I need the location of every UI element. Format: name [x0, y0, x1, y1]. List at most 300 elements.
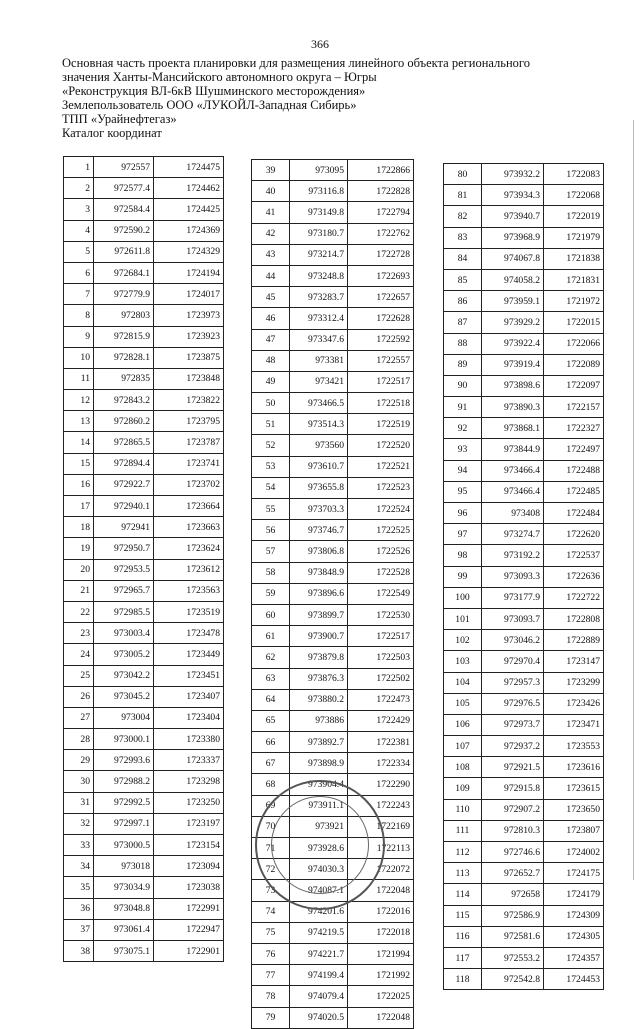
point-number: 15	[64, 453, 94, 474]
coordinate-x: 973003.4	[94, 623, 154, 644]
table-row	[252, 943, 414, 964]
coordinate-x: 974079.4	[290, 986, 348, 1007]
point-number: 84	[444, 248, 482, 269]
point-number: 116	[444, 926, 482, 947]
table-row	[444, 333, 604, 354]
table-row	[444, 269, 604, 290]
table-row	[252, 689, 414, 710]
coordinate-y: 1723197	[154, 813, 224, 834]
coordinate-y: 1722019	[544, 206, 604, 227]
coordinate-y: 1722889	[544, 630, 604, 651]
coordinate-y: 1722243	[348, 795, 414, 816]
coordinate-y: 1723299	[544, 672, 604, 693]
table-row	[64, 601, 224, 622]
coordinate-y: 1724002	[544, 842, 604, 863]
coordinate-y: 1722530	[348, 604, 414, 625]
coordinate-y: 1722636	[544, 566, 604, 587]
coordinate-x: 973192.2	[482, 545, 544, 566]
coordinate-y: 1722794	[348, 202, 414, 223]
coordinate-x: 973095	[290, 160, 348, 181]
coordinate-y: 1723404	[154, 707, 224, 728]
coordinate-x: 973149.8	[290, 202, 348, 223]
coordinate-x: 972779.9	[94, 284, 154, 305]
coordinate-x: 972993.6	[94, 750, 154, 771]
coordinate-y: 1722519	[348, 414, 414, 435]
table-row	[64, 665, 224, 686]
coordinate-y: 1722557	[348, 350, 414, 371]
coordinate-x: 972950.7	[94, 538, 154, 559]
coordinate-x: 972953.5	[94, 559, 154, 580]
coordinate-y: 1723298	[154, 771, 224, 792]
point-number: 68	[252, 774, 290, 795]
table-row	[252, 922, 414, 943]
table-row	[444, 969, 604, 990]
coordinate-y: 1722429	[348, 710, 414, 731]
coordinate-y: 1722657	[348, 287, 414, 308]
point-number: 27	[64, 707, 94, 728]
coordinate-y: 1724453	[544, 969, 604, 990]
coordinate-y: 1723471	[544, 714, 604, 735]
coordinate-x: 973911.1	[290, 795, 348, 816]
table-row	[64, 729, 224, 750]
coordinate-x: 972658	[482, 884, 544, 905]
coordinate-y: 1723702	[154, 474, 224, 495]
point-number: 97	[444, 524, 482, 545]
coordinate-y: 1722901	[154, 940, 224, 961]
table-row	[64, 284, 224, 305]
coordinate-y: 1723407	[154, 686, 224, 707]
table-row	[64, 898, 224, 919]
coordinate-y: 1724179	[544, 884, 604, 905]
point-number: 90	[444, 375, 482, 396]
page-number: 366	[311, 37, 329, 51]
coordinate-x: 972922.7	[94, 474, 154, 495]
point-number: 117	[444, 947, 482, 968]
coordinate-x: 973177.9	[482, 587, 544, 608]
coordinate-x: 973900.7	[290, 626, 348, 647]
coordinate-y: 1723741	[154, 453, 224, 474]
point-number: 110	[444, 799, 482, 820]
table-row	[252, 350, 414, 371]
coordinate-x: 973932.2	[482, 164, 544, 185]
table-row	[444, 757, 604, 778]
coordinate-y: 1722290	[348, 774, 414, 795]
table-row	[252, 223, 414, 244]
point-number: 92	[444, 418, 482, 439]
coordinate-y: 1722526	[348, 541, 414, 562]
point-number: 46	[252, 308, 290, 329]
table-row	[444, 863, 604, 884]
coordinate-y: 1722048	[348, 1007, 414, 1028]
table-row	[252, 160, 414, 181]
coordinate-y: 1722473	[348, 689, 414, 710]
scan-edge-line	[633, 120, 634, 880]
point-number: 9	[64, 326, 94, 347]
table-row	[64, 644, 224, 665]
point-number: 70	[252, 816, 290, 837]
point-number: 85	[444, 269, 482, 290]
table-row	[64, 199, 224, 220]
table-row	[252, 732, 414, 753]
table-row	[444, 397, 604, 418]
point-number: 13	[64, 411, 94, 432]
coordinate-x: 973075.1	[94, 940, 154, 961]
point-number: 61	[252, 626, 290, 647]
coordinate-x: 972828.1	[94, 347, 154, 368]
table-row	[64, 262, 224, 283]
coordinate-x: 973934.3	[482, 185, 544, 206]
coordinate-y: 1722521	[348, 456, 414, 477]
coordinate-y: 1723519	[154, 601, 224, 622]
coordinate-x: 973848.9	[290, 562, 348, 583]
table-row	[64, 856, 224, 877]
coordinate-y: 1724462	[154, 178, 224, 199]
table-row	[444, 842, 604, 863]
coordinate-x: 973034.9	[94, 877, 154, 898]
point-number: 107	[444, 736, 482, 757]
coordinate-x: 972941	[94, 517, 154, 538]
point-number: 101	[444, 608, 482, 629]
coordinate-x: 973844.9	[482, 439, 544, 460]
point-number: 25	[64, 665, 94, 686]
coordinate-x: 972985.5	[94, 601, 154, 622]
table-row	[64, 919, 224, 940]
coordinate-x: 972915.8	[482, 778, 544, 799]
point-number: 114	[444, 884, 482, 905]
coordinate-y: 1723563	[154, 580, 224, 601]
coordinate-x: 972860.2	[94, 411, 154, 432]
point-number: 51	[252, 414, 290, 435]
point-number: 1	[64, 157, 94, 178]
coordinate-x: 973466.4	[482, 481, 544, 502]
point-number: 20	[64, 559, 94, 580]
point-number: 66	[252, 732, 290, 753]
point-number: 104	[444, 672, 482, 693]
point-number: 62	[252, 647, 290, 668]
coordinate-y: 1721831	[544, 269, 604, 290]
coordinate-x: 972997.1	[94, 813, 154, 834]
coordinate-x: 972865.5	[94, 432, 154, 453]
coordinate-y: 1724357	[544, 947, 604, 968]
table-row	[64, 559, 224, 580]
table-row	[444, 375, 604, 396]
coordinate-x: 972652.7	[482, 863, 544, 884]
coordinate-y: 1722072	[348, 859, 414, 880]
table-row	[64, 771, 224, 792]
point-number: 89	[444, 354, 482, 375]
coordinate-x: 973898.9	[290, 753, 348, 774]
table-row	[444, 418, 604, 439]
point-number: 54	[252, 477, 290, 498]
coordinate-x: 972937.2	[482, 736, 544, 757]
table-row	[252, 499, 414, 520]
coordinate-y: 1723875	[154, 347, 224, 368]
coordinate-y: 1722334	[348, 753, 414, 774]
coordinate-y: 1722828	[348, 181, 414, 202]
coordinate-x: 973892.7	[290, 732, 348, 753]
point-number: 109	[444, 778, 482, 799]
coordinate-x: 973005.2	[94, 644, 154, 665]
table-row	[64, 517, 224, 538]
coordinate-y: 1722523	[348, 477, 414, 498]
coordinate-x: 974020.5	[290, 1007, 348, 1028]
coordinate-y: 1723154	[154, 835, 224, 856]
coordinate-y: 1722549	[348, 583, 414, 604]
table-row	[444, 714, 604, 735]
point-number: 36	[64, 898, 94, 919]
point-number: 64	[252, 689, 290, 710]
point-number: 22	[64, 601, 94, 622]
table-row	[64, 580, 224, 601]
coordinate-x: 973214.7	[290, 244, 348, 265]
coordinate-y: 1722025	[348, 986, 414, 1007]
coordinate-x: 973283.7	[290, 287, 348, 308]
coordinate-x: 972611.8	[94, 241, 154, 262]
coordinate-x: 972590.2	[94, 220, 154, 241]
point-number: 76	[252, 943, 290, 964]
table-row	[64, 750, 224, 771]
coordinate-x: 972815.9	[94, 326, 154, 347]
table-row	[64, 347, 224, 368]
table-row	[444, 884, 604, 905]
table-row	[64, 432, 224, 453]
coordinate-x: 973919.4	[482, 354, 544, 375]
table-row	[64, 157, 224, 178]
point-number: 39	[252, 160, 290, 181]
point-number: 77	[252, 965, 290, 986]
coordinate-y: 1722485	[544, 481, 604, 502]
table-row	[444, 820, 604, 841]
table-row	[444, 248, 604, 269]
coordinate-x: 972957.3	[482, 672, 544, 693]
point-number: 37	[64, 919, 94, 940]
table-row	[444, 587, 604, 608]
table-row	[64, 411, 224, 432]
point-number: 38	[64, 940, 94, 961]
coordinate-x: 973904.4	[290, 774, 348, 795]
table-row	[64, 623, 224, 644]
coordinate-y: 1722525	[348, 520, 414, 541]
coordinate-y: 1723650	[544, 799, 604, 820]
coordinate-x: 973890.3	[482, 397, 544, 418]
coordinate-x: 973703.3	[290, 499, 348, 520]
coordinate-y: 1722097	[544, 375, 604, 396]
coordinate-x: 973514.3	[290, 414, 348, 435]
table-row	[252, 753, 414, 774]
table-row	[252, 965, 414, 986]
point-number: 75	[252, 922, 290, 943]
point-number: 108	[444, 757, 482, 778]
coordinate-x: 973929.2	[482, 312, 544, 333]
coordinate-x: 973408	[482, 503, 544, 524]
table-row	[444, 630, 604, 651]
point-number: 56	[252, 520, 290, 541]
coordinate-x: 973248.8	[290, 265, 348, 286]
point-number: 65	[252, 710, 290, 731]
coordinate-y: 1723848	[154, 368, 224, 389]
table-row	[444, 291, 604, 312]
coordinate-x: 973959.1	[482, 291, 544, 312]
point-number: 32	[64, 813, 94, 834]
coordinate-y: 1722113	[348, 838, 414, 859]
coordinate-y: 1723624	[154, 538, 224, 559]
table-row	[252, 541, 414, 562]
point-number: 60	[252, 604, 290, 625]
coordinate-x: 973940.7	[482, 206, 544, 227]
point-number: 69	[252, 795, 290, 816]
table-row	[64, 305, 224, 326]
coordinate-x: 973898.6	[482, 375, 544, 396]
coordinate-y: 1722762	[348, 223, 414, 244]
coordinate-y: 1722502	[348, 668, 414, 689]
table-row	[64, 474, 224, 495]
table-row	[444, 164, 604, 185]
point-number: 53	[252, 456, 290, 477]
table-row	[252, 626, 414, 647]
coordinate-y: 1723973	[154, 305, 224, 326]
coordinate-y: 1722488	[544, 460, 604, 481]
coordinate-x: 973048.8	[94, 898, 154, 919]
table-row	[252, 520, 414, 541]
coordinate-x: 974221.7	[290, 943, 348, 964]
coordinate-x: 972803	[94, 305, 154, 326]
heading-line: Землепользователь ООО «ЛУКОЙЛ-Западная Сибирь»	[62, 98, 357, 112]
coordinate-y: 1721994	[348, 943, 414, 964]
table-row	[252, 477, 414, 498]
table-row	[444, 736, 604, 757]
coordinate-y: 1723094	[154, 856, 224, 877]
table-row	[64, 835, 224, 856]
coordinate-x: 973466.5	[290, 393, 348, 414]
coordinate-y: 1723663	[154, 517, 224, 538]
coordinate-x: 974087.1	[290, 880, 348, 901]
coordinate-x: 973560	[290, 435, 348, 456]
coordinate-y: 1722089	[544, 354, 604, 375]
coordinate-y: 1723923	[154, 326, 224, 347]
table-row	[252, 668, 414, 689]
table-row	[64, 220, 224, 241]
coordinate-y: 1724369	[154, 220, 224, 241]
coordinate-y: 1721838	[544, 248, 604, 269]
coordinate-x: 972586.9	[482, 905, 544, 926]
coordinate-y: 1722018	[348, 922, 414, 943]
coordinate-x: 972973.7	[482, 714, 544, 735]
point-number: 86	[444, 291, 482, 312]
point-number: 41	[252, 202, 290, 223]
coordinate-x: 973806.8	[290, 541, 348, 562]
coordinate-y: 1722066	[544, 333, 604, 354]
coordinate-x: 972940.1	[94, 496, 154, 517]
coordinate-y: 1722327	[544, 418, 604, 439]
point-number: 115	[444, 905, 482, 926]
coordinate-y: 1722016	[348, 901, 414, 922]
coordinate-y: 1722728	[348, 244, 414, 265]
coordinate-y: 1722693	[348, 265, 414, 286]
coordinate-y: 1723451	[154, 665, 224, 686]
coordinate-y: 1723038	[154, 877, 224, 898]
table-row	[444, 693, 604, 714]
table-row	[64, 453, 224, 474]
coordinate-x: 973868.1	[482, 418, 544, 439]
table-row	[444, 354, 604, 375]
coordinate-x: 972894.4	[94, 453, 154, 474]
point-number: 2	[64, 178, 94, 199]
coordinate-x: 972581.6	[482, 926, 544, 947]
coordinate-y: 1724329	[154, 241, 224, 262]
coordinate-y: 1722991	[154, 898, 224, 919]
coordinate-x: 973061.4	[94, 919, 154, 940]
coordinate-x: 973180.7	[290, 223, 348, 244]
coordinate-x: 973879.8	[290, 647, 348, 668]
point-number: 18	[64, 517, 94, 538]
document-heading	[62, 56, 532, 140]
point-number: 43	[252, 244, 290, 265]
coordinate-x: 973922.4	[482, 333, 544, 354]
coordinate-y: 1723807	[544, 820, 604, 841]
point-number: 73	[252, 880, 290, 901]
table-row	[252, 181, 414, 202]
coordinate-x: 974067.8	[482, 248, 544, 269]
coordinate-y: 1723615	[544, 778, 604, 799]
coordinate-y: 1721992	[348, 965, 414, 986]
table-row	[444, 905, 604, 926]
table-row	[64, 368, 224, 389]
coordinate-x: 973093.3	[482, 566, 544, 587]
coordinate-table-3	[443, 163, 604, 990]
point-number: 81	[444, 185, 482, 206]
coordinate-y: 1722381	[348, 732, 414, 753]
heading-line: «Реконструкция ВЛ-6кВ Шушминского месторождения»	[62, 84, 366, 98]
table-row	[444, 227, 604, 248]
point-number: 24	[64, 644, 94, 665]
coordinate-y: 1723822	[154, 390, 224, 411]
coordinate-x: 972542.8	[482, 969, 544, 990]
point-number: 99	[444, 566, 482, 587]
table-row	[64, 686, 224, 707]
coordinate-x: 972684.1	[94, 262, 154, 283]
coordinate-x: 973886	[290, 710, 348, 731]
point-number: 3	[64, 199, 94, 220]
point-number: 88	[444, 333, 482, 354]
table-row	[64, 178, 224, 199]
coordinate-x: 973968.9	[482, 227, 544, 248]
coordinate-x: 973899.7	[290, 604, 348, 625]
coordinate-y: 1722524	[348, 499, 414, 520]
point-number: 29	[64, 750, 94, 771]
coordinate-x: 974058.2	[482, 269, 544, 290]
coordinate-x: 973274.7	[482, 524, 544, 545]
point-number: 95	[444, 481, 482, 502]
table-row	[252, 287, 414, 308]
table-row	[444, 778, 604, 799]
coordinate-y: 1722520	[348, 435, 414, 456]
table-row	[252, 604, 414, 625]
coordinate-y: 1723147	[544, 651, 604, 672]
table-row	[444, 947, 604, 968]
table-row	[252, 562, 414, 583]
heading-line: значения Ханты-Мансийского автономного округа – Югры	[62, 70, 377, 84]
table-row	[64, 707, 224, 728]
table-row	[252, 1007, 414, 1028]
coordinate-y: 1724309	[544, 905, 604, 926]
point-number: 91	[444, 397, 482, 418]
point-number: 106	[444, 714, 482, 735]
coordinate-y: 1723426	[544, 693, 604, 714]
coordinate-x: 972970.4	[482, 651, 544, 672]
coordinate-x: 972584.4	[94, 199, 154, 220]
table-row	[444, 312, 604, 333]
coordinate-x: 973466.4	[482, 460, 544, 481]
